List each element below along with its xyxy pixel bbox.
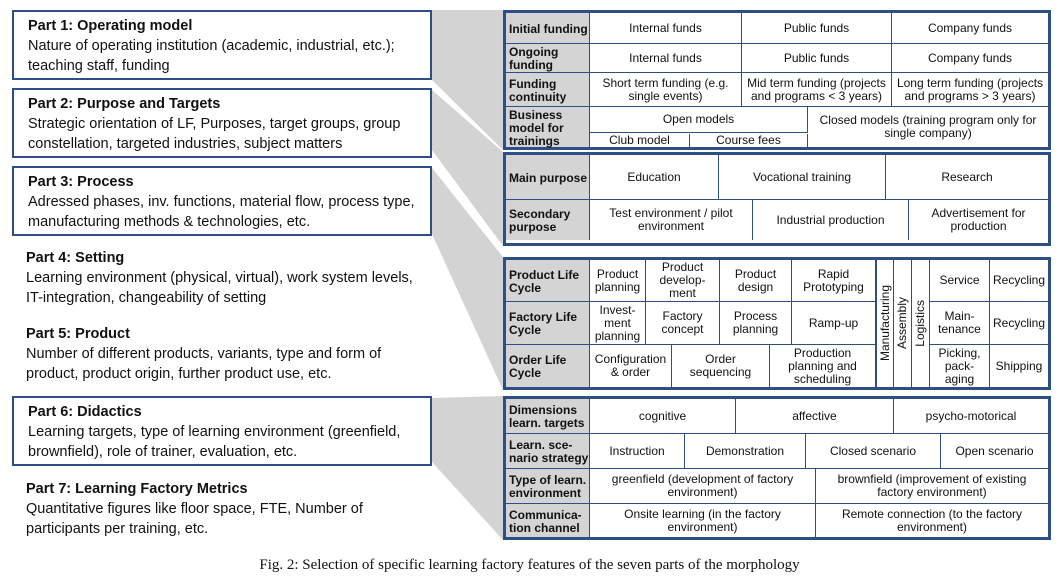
olc-configuration-order: Configuration & order bbox=[590, 345, 672, 387]
product-life-cycle-row bbox=[506, 260, 1048, 302]
didactics-table bbox=[503, 396, 1051, 540]
connector-part6 bbox=[432, 396, 503, 540]
ongoing-funding-row bbox=[506, 44, 1048, 73]
flc-recycling: Recycling bbox=[992, 315, 1046, 330]
environment-brownfield: brownfield (improvement of existing factory environment) bbox=[837, 472, 1027, 499]
olc-shipping: Shipping bbox=[995, 358, 1043, 373]
initial-funding-company: Company funds bbox=[927, 20, 1013, 35]
logistics-label: Logistics bbox=[913, 300, 927, 347]
plc-recycling: Recycling bbox=[992, 273, 1046, 287]
assembly-label: Assembly bbox=[895, 297, 909, 350]
initial-funding-header: Initial funding bbox=[506, 13, 590, 43]
dimension-cognitive: cognitive bbox=[590, 399, 736, 433]
part-2-description: Strategic orientation of LF, Purposes, target groups, group constellation, targeted industries, subject matters bbox=[28, 116, 401, 152]
environment-greenfield: greenfield (development of factory environment) bbox=[590, 469, 816, 503]
part-7-box bbox=[12, 475, 432, 545]
funding-short-term: Short term funding (e.g. single events) bbox=[590, 73, 742, 106]
factory-life-cycle-row bbox=[506, 302, 1048, 345]
flc-factory-concept: Factory concept bbox=[646, 302, 720, 344]
part-4-title: Part 4: Setting bbox=[26, 250, 125, 266]
scenario-closed: Closed scenario bbox=[806, 434, 941, 468]
main-purpose-education: Education bbox=[590, 155, 719, 199]
part-6-title: Part 6: Didactics bbox=[28, 404, 142, 420]
part-7-description: Quantitative figures like floor space, FTE, Number of participants per training, etc. bbox=[26, 501, 363, 537]
ongoing-funding-public: Public funds bbox=[742, 44, 892, 72]
channel-onsite: Onsite learning (in the factory environment) bbox=[590, 504, 816, 537]
part-4-box bbox=[12, 244, 432, 314]
operating-model-table bbox=[503, 10, 1051, 150]
part-3-description: Adressed phases, inv. functions, material flow, process type, manufacturing methods & technologies, etc. bbox=[28, 194, 415, 230]
scenario-demonstration: Demonstration bbox=[685, 434, 806, 468]
olc-order-sequencing: Order sequencing bbox=[672, 345, 770, 387]
factory-life-cycle-header: Factory Life Cycle bbox=[506, 302, 590, 344]
part-7-title: Part 7: Learning Factory Metrics bbox=[26, 481, 248, 497]
business-model-header: Business model for trainings bbox=[506, 107, 590, 147]
secondary-test-environment: Test environment / pilot environment bbox=[590, 200, 753, 240]
product-life-cycle-header: Product Life Cycle bbox=[506, 260, 590, 301]
channel-header: Communica-tion channel bbox=[506, 504, 590, 537]
manufacturing-label: Manufacturing bbox=[877, 285, 892, 362]
dimensions-row bbox=[506, 399, 1048, 434]
environment-header: Type of learn. environment bbox=[506, 469, 590, 503]
initial-funding-internal: Internal funds bbox=[590, 13, 742, 43]
manufacturing-column bbox=[876, 260, 894, 387]
olc-picking-packaging: Picking, pack-aging bbox=[930, 345, 990, 387]
closed-models-cell: Closed models (training program only for single company) bbox=[819, 113, 1037, 140]
part-5-box bbox=[12, 320, 432, 390]
part-3-title: Part 3: Process bbox=[28, 174, 134, 190]
assembly-column bbox=[894, 260, 912, 387]
initial-funding-row bbox=[506, 13, 1048, 44]
plc-product-design: Product design bbox=[720, 260, 792, 301]
open-models-cell: Open models bbox=[590, 107, 808, 133]
funding-mid-term: Mid term funding (projects and programs < 3 years) bbox=[742, 73, 892, 106]
part-1-title: Part 1: Operating model bbox=[28, 18, 193, 34]
part-5-description: Number of different products, variants, type and form of product, product origin, further product use, etc. bbox=[26, 346, 382, 382]
main-purpose-header: Main purpose bbox=[506, 155, 590, 199]
flc-maintenance: Main-tenance bbox=[930, 302, 990, 344]
club-model-cell: Club model bbox=[590, 134, 690, 147]
order-life-cycle-row bbox=[506, 345, 1048, 387]
flc-ramp-up: Ramp-up bbox=[792, 302, 876, 344]
purpose-table bbox=[503, 152, 1051, 246]
flc-process-planning: Process planning bbox=[720, 302, 792, 344]
plc-product-development: Product develop-ment bbox=[646, 260, 720, 301]
part-1-box bbox=[12, 10, 432, 80]
logistics-column bbox=[912, 260, 930, 387]
secondary-industrial-production: Industrial production bbox=[753, 200, 909, 240]
secondary-purpose-row bbox=[506, 200, 1048, 240]
scenario-instruction: Instruction bbox=[590, 434, 685, 468]
channel-row bbox=[506, 504, 1048, 537]
part-2-title: Part 2: Purpose and Targets bbox=[28, 96, 221, 112]
part-6-box bbox=[12, 396, 432, 466]
environment-row bbox=[506, 469, 1048, 504]
ongoing-funding-company: Company funds bbox=[927, 50, 1013, 65]
course-fees-cell: Course fees bbox=[690, 134, 808, 147]
funding-continuity-header: Funding continuity bbox=[506, 73, 590, 106]
olc-production-planning: Production planning and scheduling bbox=[770, 345, 876, 387]
funding-continuity-row bbox=[506, 73, 1048, 107]
dimension-affective: affective bbox=[736, 399, 894, 433]
channel-remote: Remote connection (to the factory environment) bbox=[841, 506, 1023, 534]
main-purpose-row bbox=[506, 155, 1048, 200]
plc-rapid-prototyping: Rapid Prototyping bbox=[792, 260, 876, 301]
ongoing-funding-header: Ongoing funding bbox=[506, 44, 590, 72]
figure-caption: Fig. 2: Selection of specific learning factory features of the seven parts of the morphology bbox=[259, 557, 800, 573]
part-1-description: Nature of operating institution (academic, industrial, etc.); teaching staff, funding bbox=[28, 38, 395, 74]
scenario-open: Open scenario bbox=[955, 443, 1034, 458]
main-purpose-research: Research bbox=[941, 169, 993, 184]
dimension-psycho-motorical: psycho-motorical bbox=[925, 408, 1017, 423]
process-table bbox=[503, 257, 1051, 390]
part-4-description: Learning environment (physical, virtual), work system levels, IT-integration, changeability of setting bbox=[26, 270, 413, 306]
dimensions-header: Dimensions learn. targets bbox=[506, 399, 590, 433]
initial-funding-public: Public funds bbox=[742, 13, 892, 43]
part-5-title: Part 5: Product bbox=[26, 326, 130, 342]
business-model-row bbox=[506, 107, 1048, 147]
plc-product-planning: Product planning bbox=[590, 260, 646, 301]
main-purpose-vocational: Vocational training bbox=[719, 155, 886, 199]
plc-service: Service bbox=[930, 260, 990, 301]
scenario-row bbox=[506, 434, 1048, 469]
part-6-description: Learning targets, type of learning environment (greenfield, brownfield), role of trainer, evaluation, etc. bbox=[28, 424, 401, 460]
secondary-advertisement: Advertisement for production bbox=[931, 206, 1026, 233]
secondary-purpose-header: Secondary purpose bbox=[506, 200, 590, 240]
part-3-box bbox=[12, 166, 432, 236]
ongoing-funding-internal: Internal funds bbox=[590, 44, 742, 72]
flc-investment-planning: Invest-ment planning bbox=[590, 302, 646, 344]
part-2-box bbox=[12, 88, 432, 158]
order-life-cycle-header: Order Life Cycle bbox=[506, 345, 590, 387]
funding-long-term: Long term funding (projects and programs > 3 years) bbox=[896, 75, 1044, 103]
scenario-header: Learn. sce-nario strategy bbox=[506, 434, 590, 468]
